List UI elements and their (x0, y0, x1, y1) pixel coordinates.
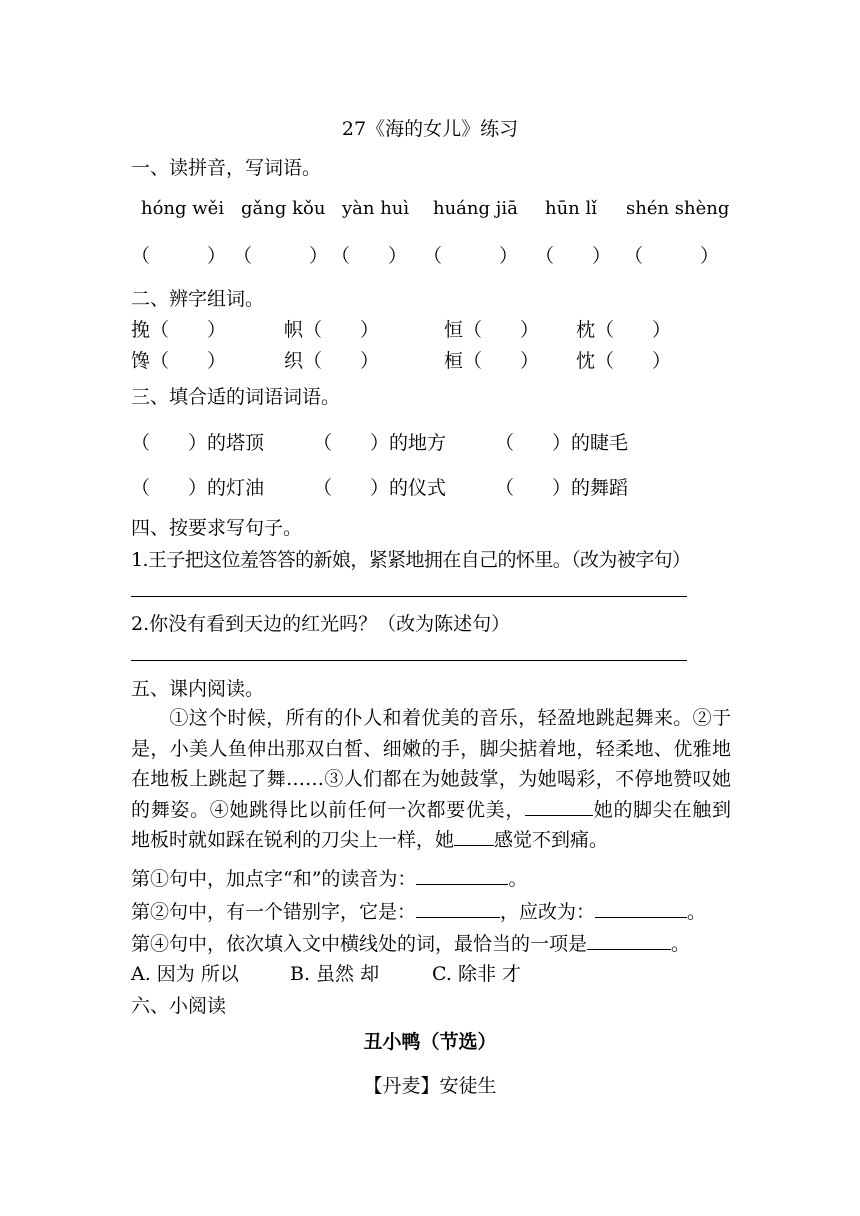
answer-paren-5[interactable]: （ ） (535, 245, 612, 267)
answer-line-1[interactable] (131, 596, 687, 597)
section1-heading: 一、读拼音，写词语。 (131, 157, 322, 179)
answer-paren-2[interactable]: （ ） (233, 245, 329, 267)
char-item[interactable]: 忱（ ） (576, 350, 672, 372)
answer-paren-1[interactable]: （ ） (131, 245, 227, 267)
sentence-question-1: 1.王子把这位羞答答的新娘，紧紧地拥在自己的怀里。（改为被字句） (131, 549, 691, 571)
passage-part-b: 她的脚尖在触到地板时就如踩在锐利的刀尖上一样，她 (131, 798, 731, 851)
reading-passage (131, 703, 731, 856)
pinyin-5: hūn lǐ (545, 198, 598, 219)
fill-item[interactable]: （ ）的塔顶 (131, 432, 265, 454)
section3-heading: 三、填合适的词语词语。 (131, 386, 341, 408)
char-item[interactable]: 馋（ ） (131, 350, 227, 372)
char-item[interactable]: 桓（ ） (444, 350, 540, 372)
passage-part-a: ①这个时候，所有的仆人和着优美的音乐，轻盈地跳起舞来。②于是，小美人鱼伸出那双白皙、细嫩的手，脚尖掂着地，轻柔地、优雅地在地板上跳起了舞……③人们都在为她鼓掌，为她喝彩，不停地赞叹她的舞姿。④她跳得比以前任何一次都要优美， (131, 707, 731, 821)
q3-end: 。 (671, 933, 691, 955)
fill-item[interactable]: （ ）的睫毛 (495, 432, 629, 454)
section5-heading: 五、课内阅读。 (131, 678, 265, 700)
char-item[interactable]: 枕（ ） (576, 319, 672, 341)
pinyin-1: hóng wěi (141, 198, 225, 219)
char-item[interactable]: 挽（ ） (131, 319, 227, 341)
char-item[interactable]: 织（ ） (284, 350, 380, 372)
fill-item[interactable]: （ ）的舞蹈 (495, 477, 629, 499)
passage-blank-1[interactable] (525, 814, 593, 816)
fill-item[interactable]: （ ）的地方 (313, 432, 447, 454)
reading-question-3 (131, 929, 690, 956)
q3-blank[interactable] (587, 948, 671, 950)
q2-blank-2[interactable] (595, 916, 687, 918)
fill-item[interactable]: （ ）的仪式 (313, 477, 447, 499)
option-b[interactable]: B. 虽然 却 (290, 963, 380, 985)
option-c[interactable]: C. 除非 才 (432, 963, 521, 985)
passage-blank-2[interactable] (454, 844, 494, 846)
answer-line-2[interactable] (131, 660, 687, 661)
q3-text: 第④句中，依次填入文中横线处的词，最恰当的一项是 (131, 933, 588, 955)
section2-heading: 二、辨字组词。 (131, 288, 265, 310)
story-author: 【丹麦】安徒生 (363, 1075, 497, 1097)
q2-end: 。 (687, 901, 707, 923)
q1-blank[interactable] (416, 883, 508, 885)
q2-text-b: ，应改为： (500, 901, 596, 923)
section6-heading: 六、小阅读 (131, 995, 227, 1017)
answer-paren-4[interactable]: （ ） (423, 245, 519, 267)
answer-paren-3[interactable]: （ ） (331, 245, 408, 267)
reading-question-1 (131, 864, 527, 891)
reading-question-2 (131, 897, 706, 924)
passage-part-c: 感觉不到痛。 (494, 829, 609, 851)
q2-blank-1[interactable] (416, 916, 500, 918)
char-item[interactable]: 恒（ ） (444, 319, 540, 341)
sentence-question-2: 2.你没有看到天边的红光吗？（改为陈述句） (131, 613, 511, 635)
answer-paren-6[interactable]: （ ） (624, 245, 720, 267)
story-title: 丑小鸭（节选） (363, 1031, 497, 1053)
q1-end: 。 (508, 868, 528, 890)
q2-text-a: 第②句中，有一个错别字，它是： (131, 901, 417, 923)
char-item[interactable]: 帜（ ） (284, 319, 380, 341)
q1-text: 第①句中，加点字“和”的读音为： (131, 868, 417, 890)
option-a[interactable]: A. 因为 所以 (131, 963, 239, 985)
pinyin-4: huáng jiā (433, 198, 518, 219)
fill-item[interactable]: （ ）的灯油 (131, 477, 265, 499)
section4-heading: 四、按要求写句子。 (131, 517, 303, 539)
pinyin-6: shén shèng (626, 198, 730, 219)
pinyin-3: yàn huì (342, 198, 410, 219)
pinyin-2: gǎng kǒu (241, 198, 326, 219)
page-title: 27《海的女儿》练习 (341, 118, 519, 140)
